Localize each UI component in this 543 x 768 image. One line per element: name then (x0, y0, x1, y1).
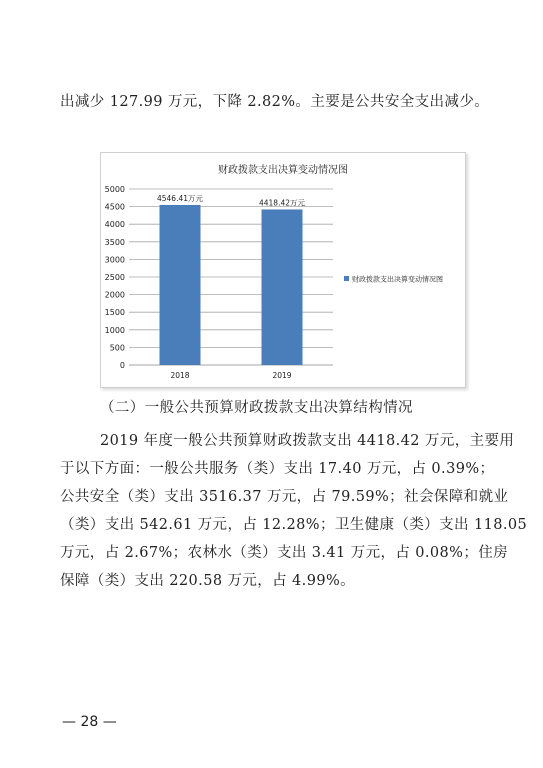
y-tick-label: 2000 (104, 290, 125, 300)
body-line-2: 于以下方面：一般公共服务（类）支出 17.40 万元，占 0.39%； (60, 461, 495, 477)
bar (160, 205, 201, 365)
y-tick-label: 500 (109, 343, 125, 353)
x-tick-label: 2018 (170, 371, 190, 380)
section-heading: （二）一般公共预算财政拨款支出决算结构情况 (100, 400, 413, 416)
y-tick-label: 2500 (104, 273, 125, 282)
y-tick-label: 4500 (104, 202, 125, 212)
body-line-5: 万元，占 2.67%；农林水（类）支出 3.41 万元，占 0.08%；住房 (60, 545, 509, 561)
y-tick-label: 3500 (104, 237, 125, 247)
page-number: — 28 — (62, 714, 117, 730)
chart-container (100, 152, 466, 388)
y-tick-label: 3000 (104, 255, 125, 265)
body-line-4: （类）支出 542.61 万元，占 12.28%；卫生健康（类）支出 118.05 (60, 517, 528, 533)
legend-label: 财政拨款支出决算变动情况图 (352, 275, 443, 284)
body-line-6: 保障（类）支出 220.58 万元，占 4.99%。 (60, 573, 356, 589)
y-tick-label: 0 (119, 361, 125, 370)
x-tick-label: 2019 (272, 371, 292, 380)
y-tick-label: 1500 (104, 308, 125, 318)
bar (262, 209, 303, 365)
y-tick-label: 4000 (104, 220, 125, 230)
legend-swatch (344, 276, 349, 281)
data-label: 4418.42万元 (258, 198, 306, 208)
body-line-top: 出减少 127.99 万元，下降 2.82%。主要是公共安全支出减少。 (60, 94, 490, 110)
y-tick-label: 5000 (104, 185, 125, 194)
chart-title: 财政拨款支出决算变动情况图 (218, 165, 348, 176)
bar-chart (101, 153, 465, 387)
data-label: 4546.41万元 (156, 193, 204, 203)
body-line-3: 公共安全（类）支出 3516.37 万元，占 79.59%；社会保障和就业 (60, 489, 509, 505)
y-tick-label: 1000 (104, 325, 125, 335)
body-line-1: 2019 年度一般公共预算财政拨款支出 4418.42 万元，主要用 (100, 433, 515, 449)
